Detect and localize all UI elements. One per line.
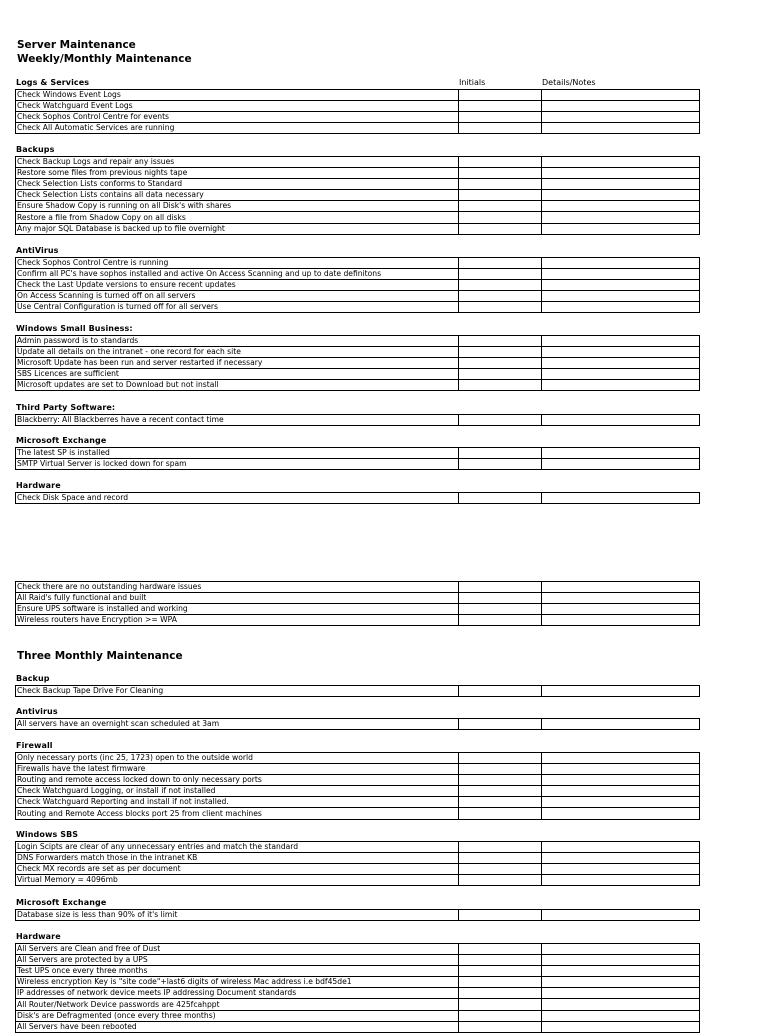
checklist-row: [16, 615, 700, 626]
initials-cell[interactable]: [459, 719, 542, 730]
task-cell: Check Selection Lists contains all data necessary: [16, 190, 459, 201]
task-cell: Check Watchguard Logging, or install if not installed: [16, 786, 459, 797]
task-cell: IP addresses of network device meets IP addressing Document standards: [16, 988, 459, 999]
checklist-row: [16, 593, 700, 604]
checklist-row: [16, 459, 700, 470]
hardware-table-2: [15, 581, 700, 626]
checklist-row: [16, 864, 700, 875]
section-logs-title: Logs & Services: [16, 78, 90, 87]
checklist-row: [16, 415, 700, 426]
section-backup-3m-title: Backup: [16, 674, 50, 683]
initials-cell[interactable]: [459, 190, 542, 201]
checklist-row: [16, 775, 700, 786]
checklist-row: [16, 302, 700, 313]
section-sbs-3m-title: Windows SBS: [16, 830, 79, 839]
section-backups-title: Backups: [16, 145, 55, 154]
notes-cell[interactable]: [542, 955, 700, 966]
initials-cell[interactable]: [459, 966, 542, 977]
initials-cell[interactable]: [459, 280, 542, 291]
initials-cell[interactable]: [459, 112, 542, 123]
task-cell: Any major SQL Database is backed up to file overnight: [16, 223, 459, 234]
hardware-3m-table: [15, 943, 700, 1033]
initials-cell[interactable]: [459, 864, 542, 875]
firewall-table: [15, 752, 700, 820]
weekly-title: Weekly/Monthly Maintenance: [17, 53, 192, 65]
task-cell: Wireless encryption Key is "site code"+last6 digits of wireless Mac address i.e bdf45de1: [16, 977, 459, 988]
task-cell: Check All Automatic Services are running: [16, 123, 459, 134]
notes-cell[interactable]: [542, 864, 700, 875]
initials-cell[interactable]: [459, 988, 542, 999]
initials-cell[interactable]: [459, 369, 542, 380]
task-cell: Restore a file from Shadow Copy on all disks: [16, 212, 459, 223]
task-cell: Check Disk Space and record: [16, 493, 459, 504]
task-cell: Only necessary ports (inc 25, 1723) open to the outside world: [16, 753, 459, 764]
notes-cell[interactable]: [542, 190, 700, 201]
notes-cell[interactable]: [542, 123, 700, 134]
section-exchange-title: Microsoft Exchange: [16, 436, 107, 445]
task-cell: Check there are no outstanding hardware issues: [16, 582, 459, 593]
checklist-row: [16, 1021, 700, 1032]
checklist-row: [16, 448, 700, 459]
exchange-table: [15, 447, 700, 470]
initials-cell[interactable]: [459, 615, 542, 626]
notes-cell[interactable]: [542, 459, 700, 470]
checklist-row: [16, 123, 700, 134]
initials-cell[interactable]: [459, 90, 542, 101]
checklist-row: [16, 797, 700, 808]
notes-cell[interactable]: [542, 269, 700, 280]
checklist-row: [16, 604, 700, 615]
initials-cell[interactable]: [459, 797, 542, 808]
checklist-row: [16, 808, 700, 819]
notes-cell[interactable]: [542, 604, 700, 615]
sbs-table: [15, 335, 700, 391]
task-cell: SMTP Virtual Server is locked down for spam: [16, 459, 459, 470]
task-cell: Update all details on the intranet - one record for each site: [16, 347, 459, 358]
task-cell: Check Watchguard Event Logs: [16, 101, 459, 112]
initials-cell[interactable]: [459, 291, 542, 302]
notes-cell[interactable]: [542, 593, 700, 604]
checklist-row: [16, 493, 700, 504]
initials-cell[interactable]: [459, 157, 542, 168]
exchange-3m-table: [15, 909, 700, 921]
initials-cell[interactable]: [459, 944, 542, 955]
checklist-row: [16, 190, 700, 201]
task-cell: DNS Forwarders match those in the intranet KB: [16, 853, 459, 864]
notes-cell[interactable]: [542, 1010, 700, 1021]
notes-cell[interactable]: [542, 686, 700, 697]
notes-cell[interactable]: [542, 302, 700, 313]
initials-cell[interactable]: [459, 201, 542, 212]
checklist-row: [16, 875, 700, 886]
logs-table: [15, 89, 700, 134]
notes-cell[interactable]: [542, 223, 700, 234]
task-cell: All Servers have been rebooted: [16, 1021, 459, 1032]
task-cell: Firewalls have the latest firmware: [16, 764, 459, 775]
checklist-row: [16, 291, 700, 302]
checklist-row: [16, 90, 700, 101]
task-cell: SBS Licences are sufficient: [16, 369, 459, 380]
task-cell: Restore some files from previous nights tape: [16, 168, 459, 179]
checklist-row: [16, 179, 700, 190]
initials-cell[interactable]: [459, 775, 542, 786]
notes-cell[interactable]: [542, 764, 700, 775]
three-monthly-title: Three Monthly Maintenance: [17, 650, 183, 662]
initials-cell[interactable]: [459, 258, 542, 269]
section-exchange-3m-title: Microsoft Exchange: [16, 898, 107, 907]
task-cell: Disk's are Defragmented (once every three months): [16, 1010, 459, 1021]
task-cell: All Raid's fully functional and built: [16, 593, 459, 604]
task-cell: Microsoft Update has been run and server restarted if necessary: [16, 358, 459, 369]
task-cell: Check Backup Tape Drive For Cleaning: [16, 686, 459, 697]
checklist-row: [16, 380, 700, 391]
checklist-row: [16, 853, 700, 864]
initials-cell[interactable]: [459, 853, 542, 864]
initials-cell[interactable]: [459, 842, 542, 853]
checklist-row: [16, 157, 700, 168]
checklist-row: [16, 582, 700, 593]
notes-cell[interactable]: [542, 90, 700, 101]
initials-cell[interactable]: [459, 1021, 542, 1032]
notes-cell[interactable]: [542, 212, 700, 223]
initials-cell[interactable]: [459, 910, 542, 921]
initials-cell[interactable]: [459, 582, 542, 593]
checklist-row: [16, 786, 700, 797]
antivirus-3m-table: [15, 718, 700, 730]
task-cell: Check Windows Event Logs: [16, 90, 459, 101]
notes-cell[interactable]: [542, 999, 700, 1010]
checklist-row: [16, 101, 700, 112]
notes-cell[interactable]: [542, 358, 700, 369]
checklist-row: [16, 910, 700, 921]
notes-cell[interactable]: [542, 966, 700, 977]
section-hardware-3m-title: Hardware: [16, 932, 61, 941]
checklist-row: [16, 369, 700, 380]
notes-cell[interactable]: [542, 201, 700, 212]
initials-cell[interactable]: [459, 999, 542, 1010]
checklist-row: [16, 336, 700, 347]
task-cell: Ensure Shadow Copy is running on all Disk's with shares: [16, 201, 459, 212]
task-cell: Database size is less than 90% of it's limit: [16, 910, 459, 921]
notes-cell[interactable]: [542, 797, 700, 808]
section-firewall-title: Firewall: [16, 741, 53, 750]
task-cell: Confirm all PC's have sophos installed and active On Access Scanning and up to date definitons: [16, 269, 459, 280]
task-cell: Check Watchguard Reporting and install if not installed.: [16, 797, 459, 808]
section-hardware-title: Hardware: [16, 481, 61, 490]
section-antivirus-title: AntiVirus: [16, 246, 59, 255]
initials-cell[interactable]: [459, 764, 542, 775]
notes-cell[interactable]: [542, 944, 700, 955]
checklist-row: [16, 1010, 700, 1021]
initials-cell[interactable]: [459, 448, 542, 459]
initials-cell[interactable]: [459, 977, 542, 988]
notes-cell[interactable]: [542, 291, 700, 302]
initials-cell[interactable]: [459, 808, 542, 819]
backup-3m-table: [15, 685, 700, 697]
notes-cell[interactable]: [542, 808, 700, 819]
task-cell: Routing and Remote Access blocks port 25 from client machines: [16, 808, 459, 819]
initials-cell[interactable]: [459, 686, 542, 697]
notes-cell[interactable]: [542, 875, 700, 886]
section-third-party-title: Third Party Software:: [16, 403, 116, 412]
initials-cell[interactable]: [459, 101, 542, 112]
notes-cell[interactable]: [542, 369, 700, 380]
task-cell: Check MX records are set as per document: [16, 864, 459, 875]
task-cell: Blackberry: All Blackberres have a recent contact time: [16, 415, 459, 426]
notes-cell[interactable]: [542, 347, 700, 358]
section-antivirus-3m-title: Antivirus: [16, 707, 58, 716]
task-cell: Microsoft updates are set to Download but not install: [16, 380, 459, 391]
initials-cell[interactable]: [459, 415, 542, 426]
initials-cell[interactable]: [459, 358, 542, 369]
checklist-row: [16, 258, 700, 269]
notes-cell[interactable]: [542, 493, 700, 504]
details-header: Details/Notes: [542, 78, 596, 87]
task-cell: All Servers are protected by a UPS: [16, 955, 459, 966]
notes-cell[interactable]: [542, 842, 700, 853]
initials-cell[interactable]: [459, 493, 542, 504]
notes-cell[interactable]: [542, 1021, 700, 1032]
notes-cell[interactable]: [542, 448, 700, 459]
notes-cell[interactable]: [542, 179, 700, 190]
initials-header: Initials: [459, 78, 486, 87]
checklist-row: [16, 201, 700, 212]
task-cell: Test UPS once every three months: [16, 966, 459, 977]
task-cell: Routing and remote access locked down to only necessary ports: [16, 775, 459, 786]
checklist-row: [16, 358, 700, 369]
checklist-row: [16, 280, 700, 291]
task-cell: The latest SP is installed: [16, 448, 459, 459]
page-title: Server Maintenance: [17, 39, 136, 51]
task-cell: Wireless routers have Encryption >= WPA: [16, 615, 459, 626]
task-cell: On Access Scanning is turned off on all servers: [16, 291, 459, 302]
checklist-row: [16, 753, 700, 764]
task-cell: Check Selection Lists conforms to Standard: [16, 179, 459, 190]
checklist-row: [16, 955, 700, 966]
task-cell: Login Scipts are clear of any unnecessary entries and match the standard: [16, 842, 459, 853]
antivirus-table: [15, 257, 700, 313]
task-cell: Check Backup Logs and repair any issues: [16, 157, 459, 168]
notes-cell[interactable]: [542, 582, 700, 593]
checklist-row: [16, 966, 700, 977]
checklist-row: [16, 269, 700, 280]
task-cell: All Router/Network Device passwords are 425fcahppt: [16, 999, 459, 1010]
task-cell: All servers have an overnight scan scheduled at 3am: [16, 719, 459, 730]
notes-cell[interactable]: [542, 615, 700, 626]
initials-cell[interactable]: [459, 604, 542, 615]
task-cell: Virtual Memory = 4096mb: [16, 875, 459, 886]
initials-cell[interactable]: [459, 302, 542, 313]
notes-cell[interactable]: [542, 112, 700, 123]
notes-cell[interactable]: [542, 977, 700, 988]
initials-cell[interactable]: [459, 347, 542, 358]
checklist-row: [16, 999, 700, 1010]
checklist-row: [16, 719, 700, 730]
task-cell: Ensure UPS software is installed and working: [16, 604, 459, 615]
notes-cell[interactable]: [542, 853, 700, 864]
initials-cell[interactable]: [459, 168, 542, 179]
notes-cell[interactable]: [542, 101, 700, 112]
checklist-row: [16, 347, 700, 358]
initials-cell[interactable]: [459, 380, 542, 391]
initials-cell[interactable]: [459, 593, 542, 604]
backups-table: [15, 156, 700, 235]
initials-cell[interactable]: [459, 223, 542, 234]
checklist-row: [16, 168, 700, 179]
notes-cell[interactable]: [542, 280, 700, 291]
initials-cell[interactable]: [459, 459, 542, 470]
notes-cell[interactable]: [542, 988, 700, 999]
notes-cell[interactable]: [542, 786, 700, 797]
notes-cell[interactable]: [542, 157, 700, 168]
notes-cell[interactable]: [542, 168, 700, 179]
notes-cell[interactable]: [542, 775, 700, 786]
task-cell: Use Central Configuration is turned off for all servers: [16, 302, 459, 313]
task-cell: Check Sophos Control Centre is running: [16, 258, 459, 269]
initials-cell[interactable]: [459, 955, 542, 966]
initials-cell[interactable]: [459, 875, 542, 886]
initials-cell[interactable]: [459, 269, 542, 280]
checklist-row: [16, 977, 700, 988]
checklist-row: [16, 686, 700, 697]
checklist-row: [16, 944, 700, 955]
initials-cell[interactable]: [459, 336, 542, 347]
checklist-row: [16, 223, 700, 234]
notes-cell[interactable]: [542, 415, 700, 426]
task-cell: All Servers are Clean and free of Dust: [16, 944, 459, 955]
initials-cell[interactable]: [459, 212, 542, 223]
task-cell: Admin password is to standards: [16, 336, 459, 347]
notes-cell[interactable]: [542, 336, 700, 347]
hardware-table: [15, 492, 700, 504]
task-cell: Check the Last Update versions to ensure recent updates: [16, 280, 459, 291]
task-cell: Check Sophos Control Centre for events: [16, 112, 459, 123]
notes-cell[interactable]: [542, 719, 700, 730]
initials-cell[interactable]: [459, 753, 542, 764]
sbs-3m-table: [15, 841, 700, 886]
section-sbs-title: Windows Small Business:: [16, 324, 133, 333]
checklist-row: [16, 112, 700, 123]
initials-cell[interactable]: [459, 179, 542, 190]
notes-cell[interactable]: [542, 910, 700, 921]
checklist-row: [16, 842, 700, 853]
checklist-row: [16, 212, 700, 223]
checklist-row: [16, 764, 700, 775]
notes-cell[interactable]: [542, 258, 700, 269]
initials-cell[interactable]: [459, 123, 542, 134]
initials-cell[interactable]: [459, 786, 542, 797]
checklist-row: [16, 988, 700, 999]
notes-cell[interactable]: [542, 753, 700, 764]
initials-cell[interactable]: [459, 1010, 542, 1021]
third-party-table: [15, 414, 700, 426]
notes-cell[interactable]: [542, 380, 700, 391]
